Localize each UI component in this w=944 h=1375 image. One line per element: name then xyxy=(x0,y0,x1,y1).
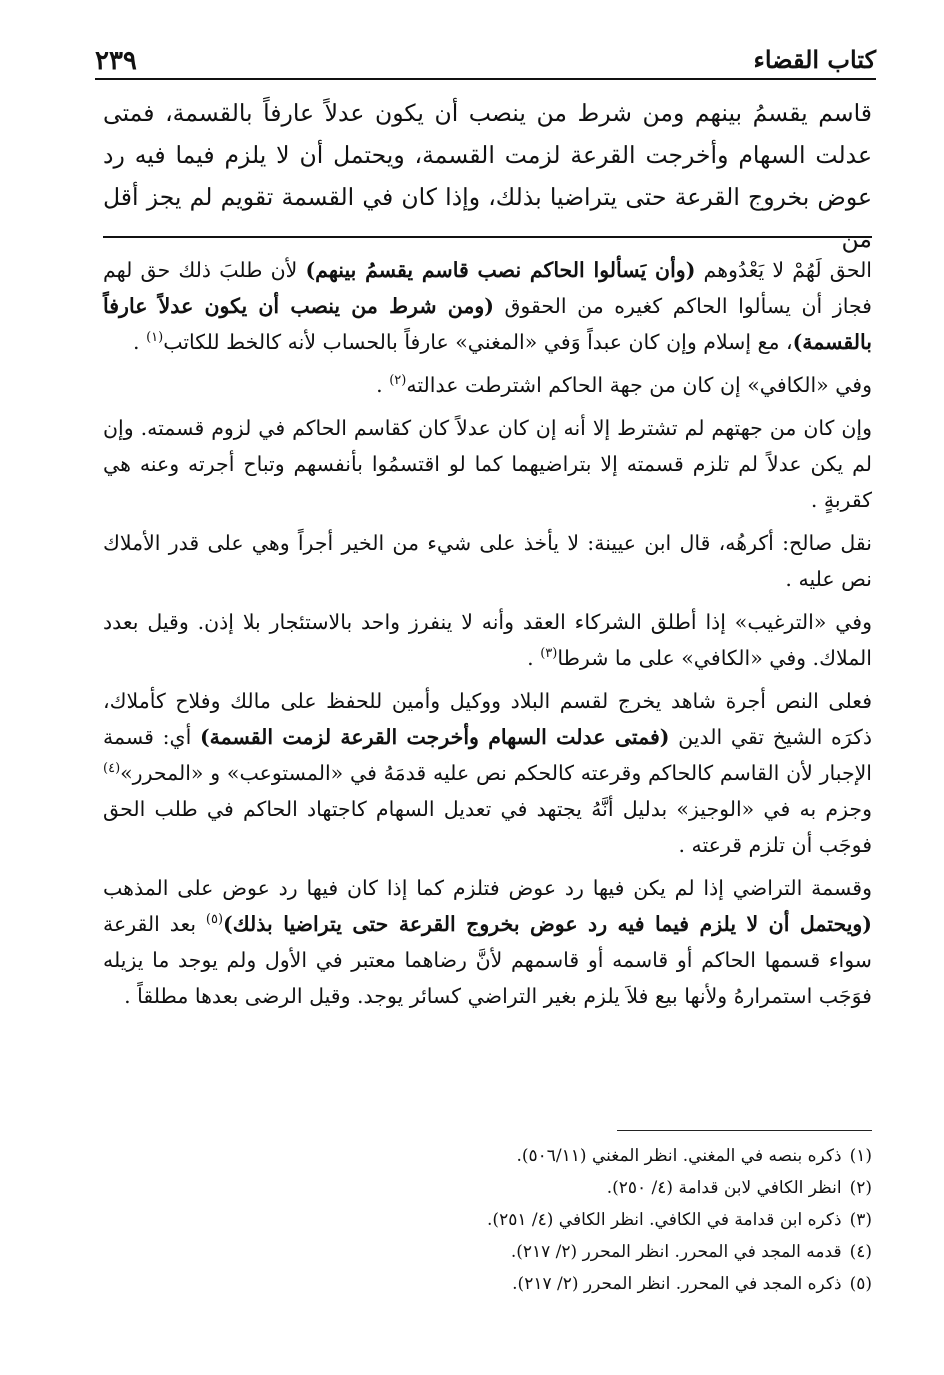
commentary-paragraph-7 xyxy=(103,870,872,1014)
commentary-paragraph-4: نقل صالح: أكرهُه، قال ابن عيينة: لا يأخذ على شيء من الخير أجراً وهي على قدر الأملاك نص عليه . xyxy=(103,531,872,591)
section-divider xyxy=(103,236,872,238)
page-number: ٢٣٩ xyxy=(95,46,137,76)
quoted-matn: (ومن شرط من ينصب أن يكون عدلاً عارفاً بالقسمة) xyxy=(103,294,872,354)
footnote-item xyxy=(300,1236,872,1268)
footnote-number: (٢) xyxy=(849,1178,872,1198)
footnote-ref[interactable]: (٣) xyxy=(540,646,558,662)
footnote-item xyxy=(300,1268,872,1300)
commentary-text: . xyxy=(133,330,147,354)
footnote-text: انظر الكافي لابن قدامة (٤/ ٢٥٠). xyxy=(606,1178,842,1198)
commentary-text: الحق لَهُمْ لا يَعْدُوهم xyxy=(695,258,873,282)
footnote-number: (٥) xyxy=(849,1274,872,1294)
footnote-item xyxy=(300,1140,872,1172)
footnote-item xyxy=(300,1204,872,1236)
footnote-ref[interactable]: (٢) xyxy=(389,373,407,389)
commentary-block xyxy=(103,252,872,1021)
footnote-ref[interactable]: (١) xyxy=(146,330,164,346)
commentary-text: وفي «الكافي» إن كان من جهة الحاكم اشترطت عدالته xyxy=(406,373,872,397)
commentary-text: . xyxy=(376,373,390,397)
quoted-matn: (وأن يَسألوا الحاكم نصب قاسم يقسمُ بينهم) xyxy=(305,258,696,282)
commentary-text: فعلى النص أجرة شاهد يخرج لقسم البلاد ووكيل وأمين للحفظ على مالك وفلاح كأملاك، ذكرَه الشيخ تقي الدين xyxy=(103,689,872,749)
footnote-ref[interactable]: (٥) xyxy=(205,912,224,928)
commentary-paragraph-1 xyxy=(103,252,872,360)
footnote-text: ذكره المجد في المحرر. انظر المحرر (٢/ ٢١٧). xyxy=(512,1274,842,1294)
quoted-matn: (ويحتمل أن لا يلزم فيما فيه رد عوض بخروج القرعة حتى يتراضيا بذلك) xyxy=(223,912,872,936)
footnote-ref[interactable]: (٤) xyxy=(103,761,121,777)
commentary-text: بعد القرعة سواء قسمها الحاكم أو قاسمه أو قاسمهم لأنَّ رضاهما معتبر في الأول ولم يوجد ما يزيله فوَجَب استمرارهُ ولأنها بيع فلاَ يلزم بغير التراضي كسائر يوجد. وقيل الرضى بعدها مطلقاً . xyxy=(103,912,872,1008)
main-text-block xyxy=(103,92,872,260)
commentary-text: وفي «الترغيب» إذا أطلق الشركاء العقد وأنه لا ينفرز واحد بالاستئجار بلا إذن. وقيل بعدد الملاك. وفي «الكافي» على ما شرطا xyxy=(103,610,872,670)
commentary-paragraph-6 xyxy=(103,683,872,863)
footnote-item xyxy=(300,1172,872,1204)
footnote-number: (١) xyxy=(849,1146,872,1166)
footnote-divider xyxy=(617,1130,872,1131)
footnote-number: (٣) xyxy=(849,1210,872,1230)
footnote-text: ذكره ابن قدامة في الكافي. انظر الكافي (٤/ ٢٥١). xyxy=(487,1210,842,1230)
commentary-text: وقسمة التراضي إذا لم يكن فيها رد عوض فتلزم كما إذا كان فيها رد عوض على المذهب xyxy=(103,876,872,900)
footnote-text: ذكره بنصه في المغني. انظر المغني (٥٠٦/١١). xyxy=(516,1146,842,1166)
main-text-paragraph: قاسم يقسمُ بينهم ومن شرط من ينصب أن يكون عدلاً عارفاً بالقسمة، فمتى عدلت السهام وأخرجت القرعة لزمت القسمة، ويحتمل أن لا يلزم فيما فيه رد عوض بخروج القرعة حتى يتراضيا بذلك، وإذا كان في القسمة تقويم لم يجز أقل من xyxy=(103,99,872,253)
chapter-title: كتاب القضاء xyxy=(753,45,876,74)
commentary-paragraph-3: وإن كان من جهتهم لم تشترط إلا أنه إن كان عدلاً كان كقاسم الحاكم في لزوم قسمته. وإن لم يكن عدلاً لم تلزم قسمته إلا بتراضيهما كما لو اقتسمُوا بأنفسهم وتباح أجرته وعنه هي كقربةٍ . xyxy=(103,416,872,512)
commentary-text: أي: قسمة الإجبار لأن القاسم كالحاكم وقرعته كالحكم نص عليه قدمَهُ في «المستوعب» و «المحرر» xyxy=(103,725,872,785)
footnote-number: (٤) xyxy=(849,1242,872,1262)
footnote-text: قدمه المجد في المحرر. انظر المحرر (٢/ ٢١٧). xyxy=(510,1242,842,1262)
quoted-matn: (فمتى عدلت السهام وأخرجت القرعة لزمت القسمة) xyxy=(199,725,670,749)
commentary-text: ، مع إسلام وإن كان عبداً وَفي «المغني» عارفاً بالحساب لأنه كالخط للكاتب xyxy=(163,330,793,354)
commentary-text: لأن طلبَ ذلك حق لهم فجاز أن يسألوا الحاكم كغيره من الحقوق xyxy=(103,258,872,318)
commentary-paragraph-2 xyxy=(103,367,872,403)
footnotes-list xyxy=(300,1140,872,1300)
commentary-text: وجزم به في «الوجيز» بدليل أنَّهُ يجتهد في تعديل السهام كاجتهاد الحاكم في طلب الحق فوجَب أن تلزم قرعته . xyxy=(103,797,872,857)
commentary-paragraph-5 xyxy=(103,604,872,676)
page-header xyxy=(95,38,876,80)
commentary-text: . xyxy=(527,646,541,670)
